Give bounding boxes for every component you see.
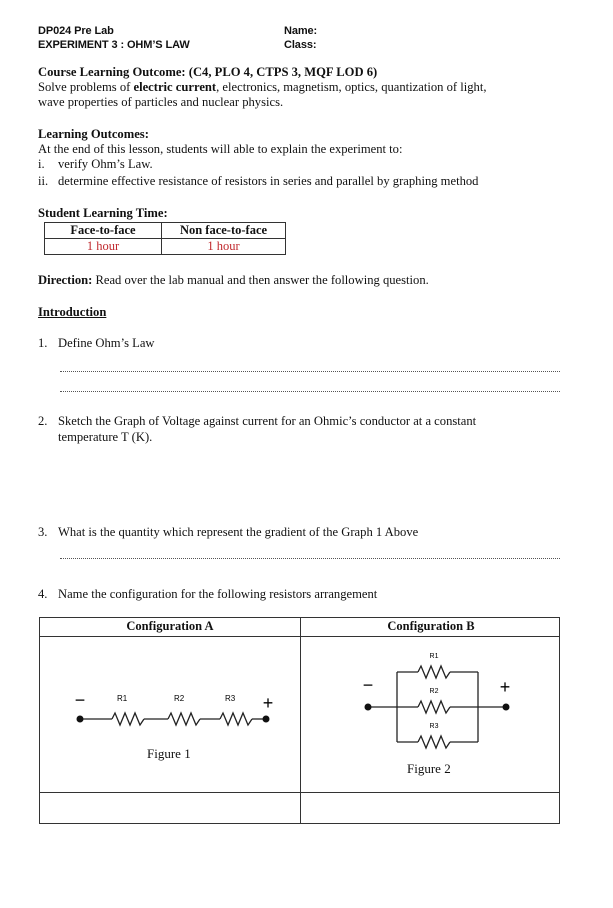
lo-item-text: determine effective resistance of resistors in series and parallel by graphing method xyxy=(58,174,479,188)
minus-sign: − xyxy=(362,675,374,695)
experiment-title: EXPERIMENT 3 : OHM’S LAW xyxy=(38,39,190,51)
slt-value-cell: 1 hour xyxy=(162,239,286,255)
configuration-b-title: Configuration B xyxy=(387,619,475,633)
clo-line-1 xyxy=(38,80,486,95)
name-label: Name: xyxy=(284,25,318,37)
configuration-table xyxy=(39,617,560,824)
question-number: 4. xyxy=(38,587,48,601)
course-code: DP024 Pre Lab xyxy=(38,25,114,37)
slt-title: Student Learning Time: xyxy=(38,206,168,220)
minus-sign: − xyxy=(74,690,86,710)
negative-terminal xyxy=(77,716,84,723)
resistor-r2 xyxy=(418,701,450,713)
lo-intro: At the end of this lesson, students will able to explain the experiment to: xyxy=(38,142,403,156)
slt-header-row xyxy=(45,223,286,239)
question-text: Sketch the Graph of Voltage against current for an Ohmic’s conductor at a constant xyxy=(58,414,477,428)
figure-2-caption: Figure 2 xyxy=(407,761,451,776)
figure-1-caption: Figure 1 xyxy=(147,746,191,761)
question-text: Name the configuration for the following resistors arrangement xyxy=(58,587,378,601)
introduction-title: Introduction xyxy=(38,305,107,319)
answer-line[interactable] xyxy=(60,371,560,372)
slt-header-cell: Non face-to-face xyxy=(162,223,286,239)
clo-line-2: wave properties of particles and nuclear physics. xyxy=(38,95,284,109)
resistor-r1 xyxy=(112,713,144,725)
lo-item-num: i. xyxy=(38,157,45,171)
clo-line-1-pre: Solve problems of xyxy=(38,80,134,94)
slt-table xyxy=(44,222,286,255)
question-number: 1. xyxy=(38,336,48,350)
clo-title: Course Learning Outcome: (C4, PLO 4, CTPS 3, MQF LOD 6) xyxy=(38,65,378,79)
answer-line[interactable] xyxy=(60,391,560,392)
question-text: What is the quantity which represent the gradient of the Graph 1 Above xyxy=(58,525,419,539)
resistor-label: R1 xyxy=(429,653,439,660)
resistor-r3 xyxy=(220,713,252,725)
resistor-r2 xyxy=(168,713,200,725)
slt-header-cell: Face-to-face xyxy=(45,223,162,239)
direction-line xyxy=(38,273,429,288)
lo-item-text: verify Ohm’s Law. xyxy=(58,157,153,171)
resistor-r3 xyxy=(418,736,450,748)
clo-line-1-post: , electronics, magnetism, optics, quantization of light, xyxy=(216,80,487,94)
series-circuit-diagram xyxy=(40,637,300,792)
answer-line[interactable] xyxy=(60,558,560,559)
clo-line-1-bold: electric current xyxy=(133,80,217,94)
question-text: Define Ohm’s Law xyxy=(58,336,155,350)
negative-terminal xyxy=(365,704,372,711)
resistor-r1 xyxy=(418,666,450,678)
direction-text: Read over the lab manual and then answer the following question. xyxy=(92,273,429,287)
plus-sign: + xyxy=(499,677,511,697)
resistor-label: R2 xyxy=(429,688,439,695)
lo-item-num: ii. xyxy=(38,174,49,188)
slt-value-cell: 1 hour xyxy=(45,239,162,255)
question-text: temperature T (K). xyxy=(58,430,153,444)
question-number: 2. xyxy=(38,414,48,428)
class-label: Class: xyxy=(284,39,317,51)
positive-terminal xyxy=(263,716,270,723)
resistor-label: R2 xyxy=(174,694,185,703)
plus-sign: + xyxy=(262,693,274,713)
configuration-a-answer-cell[interactable] xyxy=(40,793,299,823)
configuration-b-answer-cell[interactable] xyxy=(301,793,559,823)
configuration-a-title: Configuration A xyxy=(126,619,214,633)
slt-value-row xyxy=(45,239,286,255)
positive-terminal xyxy=(503,704,510,711)
resistor-label: R3 xyxy=(225,694,236,703)
resistor-label: R1 xyxy=(117,694,128,703)
direction-label: Direction: xyxy=(38,273,93,287)
lo-title: Learning Outcomes: xyxy=(38,127,149,141)
resistor-label: R3 xyxy=(429,723,439,730)
question-number: 3. xyxy=(38,525,48,539)
